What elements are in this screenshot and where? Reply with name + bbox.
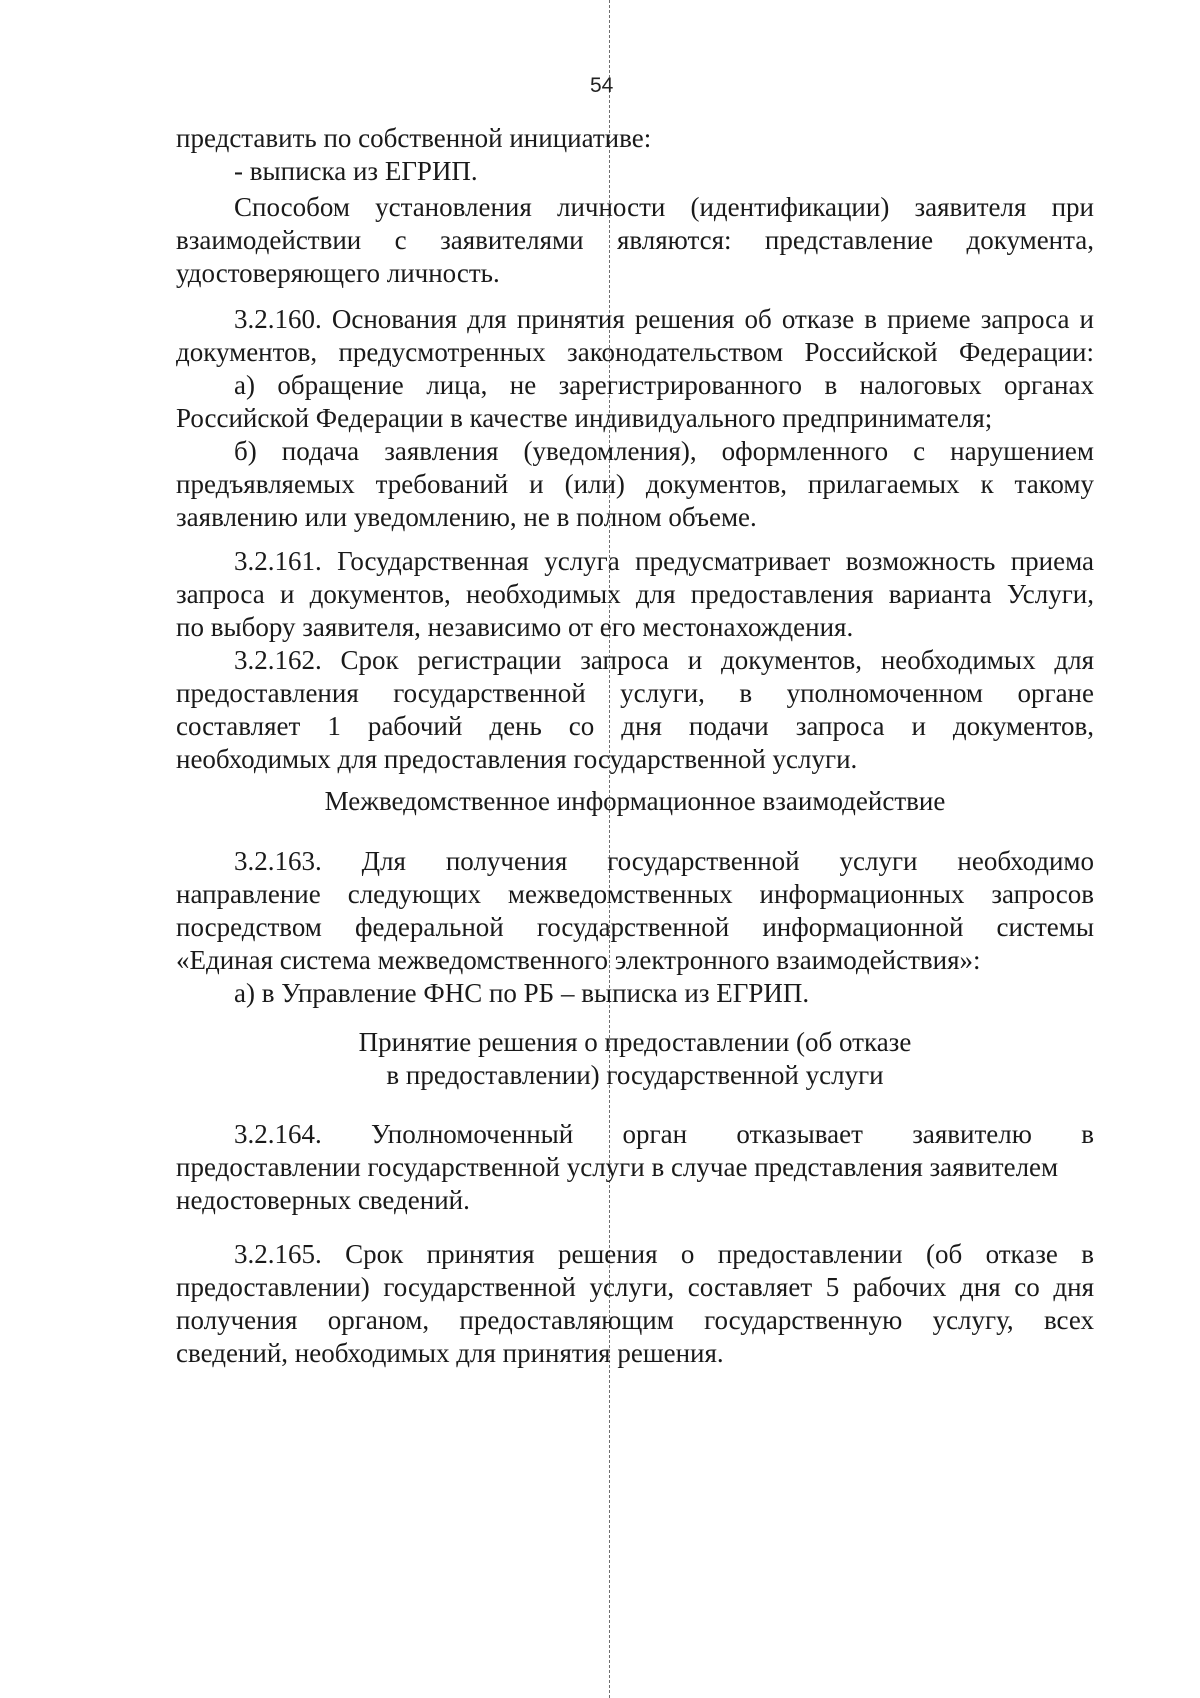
text-line: запроса и документов, необходимых для предоставления варианта Услуги, bbox=[176, 579, 1094, 609]
text-line: необходимых для предоставления государственной услуги. bbox=[176, 744, 858, 774]
text-line: сведений, необходимых для принятия решения. bbox=[176, 1338, 724, 1368]
text-line: 3.2.161. Государственная услуга предусматривает возможность приема bbox=[234, 546, 1094, 576]
text-line: удостоверяющего личность. bbox=[176, 258, 500, 288]
text-line: предоставления государственной услуги, в уполномоченном органе bbox=[176, 678, 1094, 708]
heading-line: Принятие решения о предоставлении (об отказе bbox=[358, 1027, 912, 1057]
text-line: Способом установления личности (идентификации) заявителя при bbox=[234, 192, 1094, 222]
text-line: предоставлении) государственной услуги, составляет 5 рабочих дня со дня bbox=[176, 1272, 1094, 1302]
text-line: получения органом, предоставляющим государственную услугу, всех bbox=[176, 1305, 1094, 1335]
paragraph-3-2-165 bbox=[176, 1238, 1094, 1370]
text-line: по выбору заявителя, независимо от его местонахождения. bbox=[176, 612, 854, 642]
text-line: заявлению или уведомлению, не в полном объеме. bbox=[176, 502, 757, 532]
text-line: посредством федеральной государственной информационной системы bbox=[176, 912, 1094, 942]
text-line: 3.2.160. Основания для принятия решения об отказе в приеме запроса и bbox=[234, 304, 1094, 334]
heading-line: в предоставлении) государственной услуги bbox=[386, 1060, 884, 1090]
text-line: - выписка из ЕГРИП. bbox=[234, 156, 478, 186]
text-line: 3.2.163. Для получения государственной услуги необходимо bbox=[234, 846, 1094, 876]
text-line: Российской Федерации в качестве индивидуального предпринимателя; bbox=[176, 403, 993, 433]
text-line: составляет 1 рабочий день со дня подачи запроса и документов, bbox=[176, 711, 1094, 741]
text-line: 3.2.162. Срок регистрации запроса и документов, необходимых для bbox=[234, 645, 1094, 675]
text-line: взаимодействии с заявителями являются: представление документа, bbox=[176, 225, 1094, 255]
paragraph-3-2-160 bbox=[176, 303, 1094, 534]
paragraph-block-1 bbox=[176, 122, 1094, 290]
section-heading-decision bbox=[176, 1026, 1094, 1092]
text-line: предъявляемых требований и (или) документов, прилагаемых к такому bbox=[176, 469, 1094, 499]
text-line: направление следующих межведомственных информационных запросов bbox=[176, 879, 1094, 909]
text-line: предоставлении государственной услуги в случае представления заявителем bbox=[176, 1152, 1059, 1182]
text-line: 3.2.165. Срок принятия решения о предоставлении (об отказе в bbox=[234, 1239, 1094, 1269]
text-line: 3.2.164. Уполномоченный орган отказывает заявителю в bbox=[234, 1119, 1094, 1149]
text-line: документов, предусмотренных законодательством Российской Федерации: bbox=[176, 337, 1094, 367]
text-line: б) подача заявления (уведомления), оформленного с нарушением bbox=[234, 436, 1094, 466]
text-line: а) в Управление ФНС по РБ – выписка из ЕГРИП. bbox=[234, 978, 810, 1008]
page-number: 54 bbox=[590, 74, 614, 97]
text-line: «Единая система межведомственного электронного взаимодействия»: bbox=[176, 945, 981, 975]
text-line: недостоверных сведений. bbox=[176, 1185, 470, 1215]
paragraph-3-2-161 bbox=[176, 545, 1094, 776]
text-line: представить по собственной инициативе: bbox=[176, 123, 652, 153]
section-heading-interdepartmental: Межведомственное информационное взаимодействие bbox=[324, 786, 946, 816]
paragraph-3-2-164 bbox=[176, 1118, 1094, 1217]
text-line: а) обращение лица, не зарегистрированного в налоговых органах bbox=[234, 370, 1094, 400]
paragraph-3-2-163 bbox=[176, 845, 1094, 1010]
